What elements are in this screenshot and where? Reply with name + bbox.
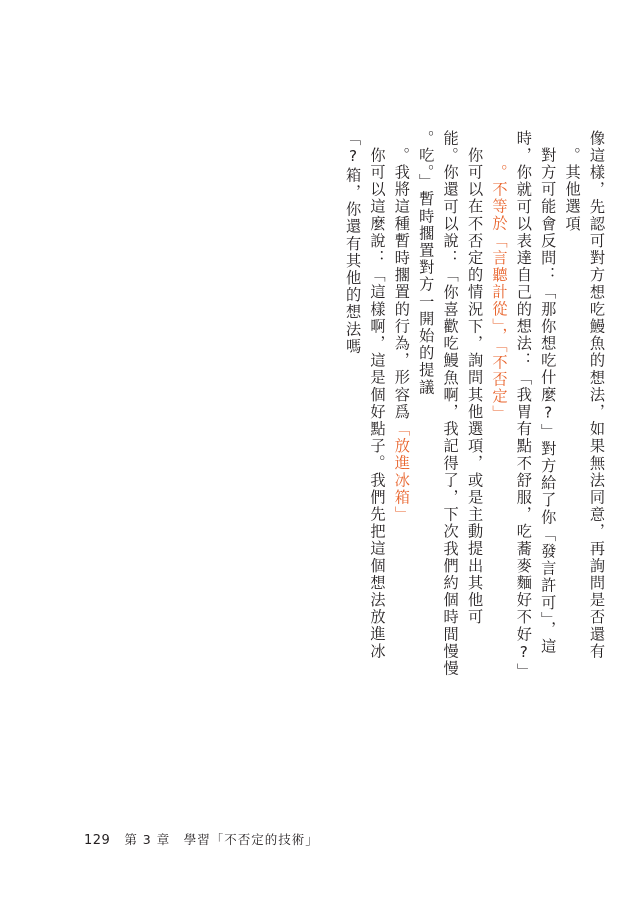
text-column xyxy=(563,130,582,807)
running-head: 第 3 章 學習「不否定的技術」 xyxy=(124,832,319,847)
text-column xyxy=(441,130,460,790)
text-run: 像這樣，先認可對方想吃鰻魚的想法，如果無法同意，再詢問是否還有 xyxy=(588,130,606,661)
text-run: 其他選項。 xyxy=(563,147,582,233)
text-column xyxy=(490,130,509,824)
text-run: 你可以在不否定的情況下，詢問其他選項，或是主動提出其他可 xyxy=(466,147,485,626)
text-column xyxy=(539,130,558,807)
highlighted-phrase: 「不否定」，不等於「言聽計從」。 xyxy=(490,164,509,423)
highlighted-phrase: 「放進冰箱」 xyxy=(392,420,411,516)
text-run: 時，你就可以表達自己的想法：「我胃有點不舒服，吃蕎麥麵好不好?」 xyxy=(514,130,533,680)
text-run: 吃。」暫時擱置對方一開始的提議。 xyxy=(417,130,436,397)
text-column xyxy=(368,130,387,807)
text-column xyxy=(417,130,436,790)
text-column xyxy=(516,130,531,790)
page-footer xyxy=(84,830,319,848)
vertical-body-text xyxy=(70,130,604,790)
text-run: 。 xyxy=(392,147,411,165)
text-run: 我將這種暫時擱置的行為，形容爲 xyxy=(392,164,411,421)
text-run: 對方可能會反問：「那你想吃什麼?」對方給了你「發言許可」，這 xyxy=(539,147,558,656)
text-column xyxy=(344,130,363,790)
page-number: 129 xyxy=(84,833,111,848)
text-column xyxy=(394,130,409,807)
text-run: 箱，你還有其他的想法嗎?」 xyxy=(344,130,363,356)
text-column xyxy=(589,130,604,790)
text-column xyxy=(466,130,485,807)
text-run: 能。你還可以說：「你喜歡吃鰻魚啊，我記得了，下次我們約個時間慢慢 xyxy=(441,130,460,678)
text-run: 你可以這麼說：「這樣啊，這是個好點子。我們先把這個想法放進冰 xyxy=(368,147,387,660)
